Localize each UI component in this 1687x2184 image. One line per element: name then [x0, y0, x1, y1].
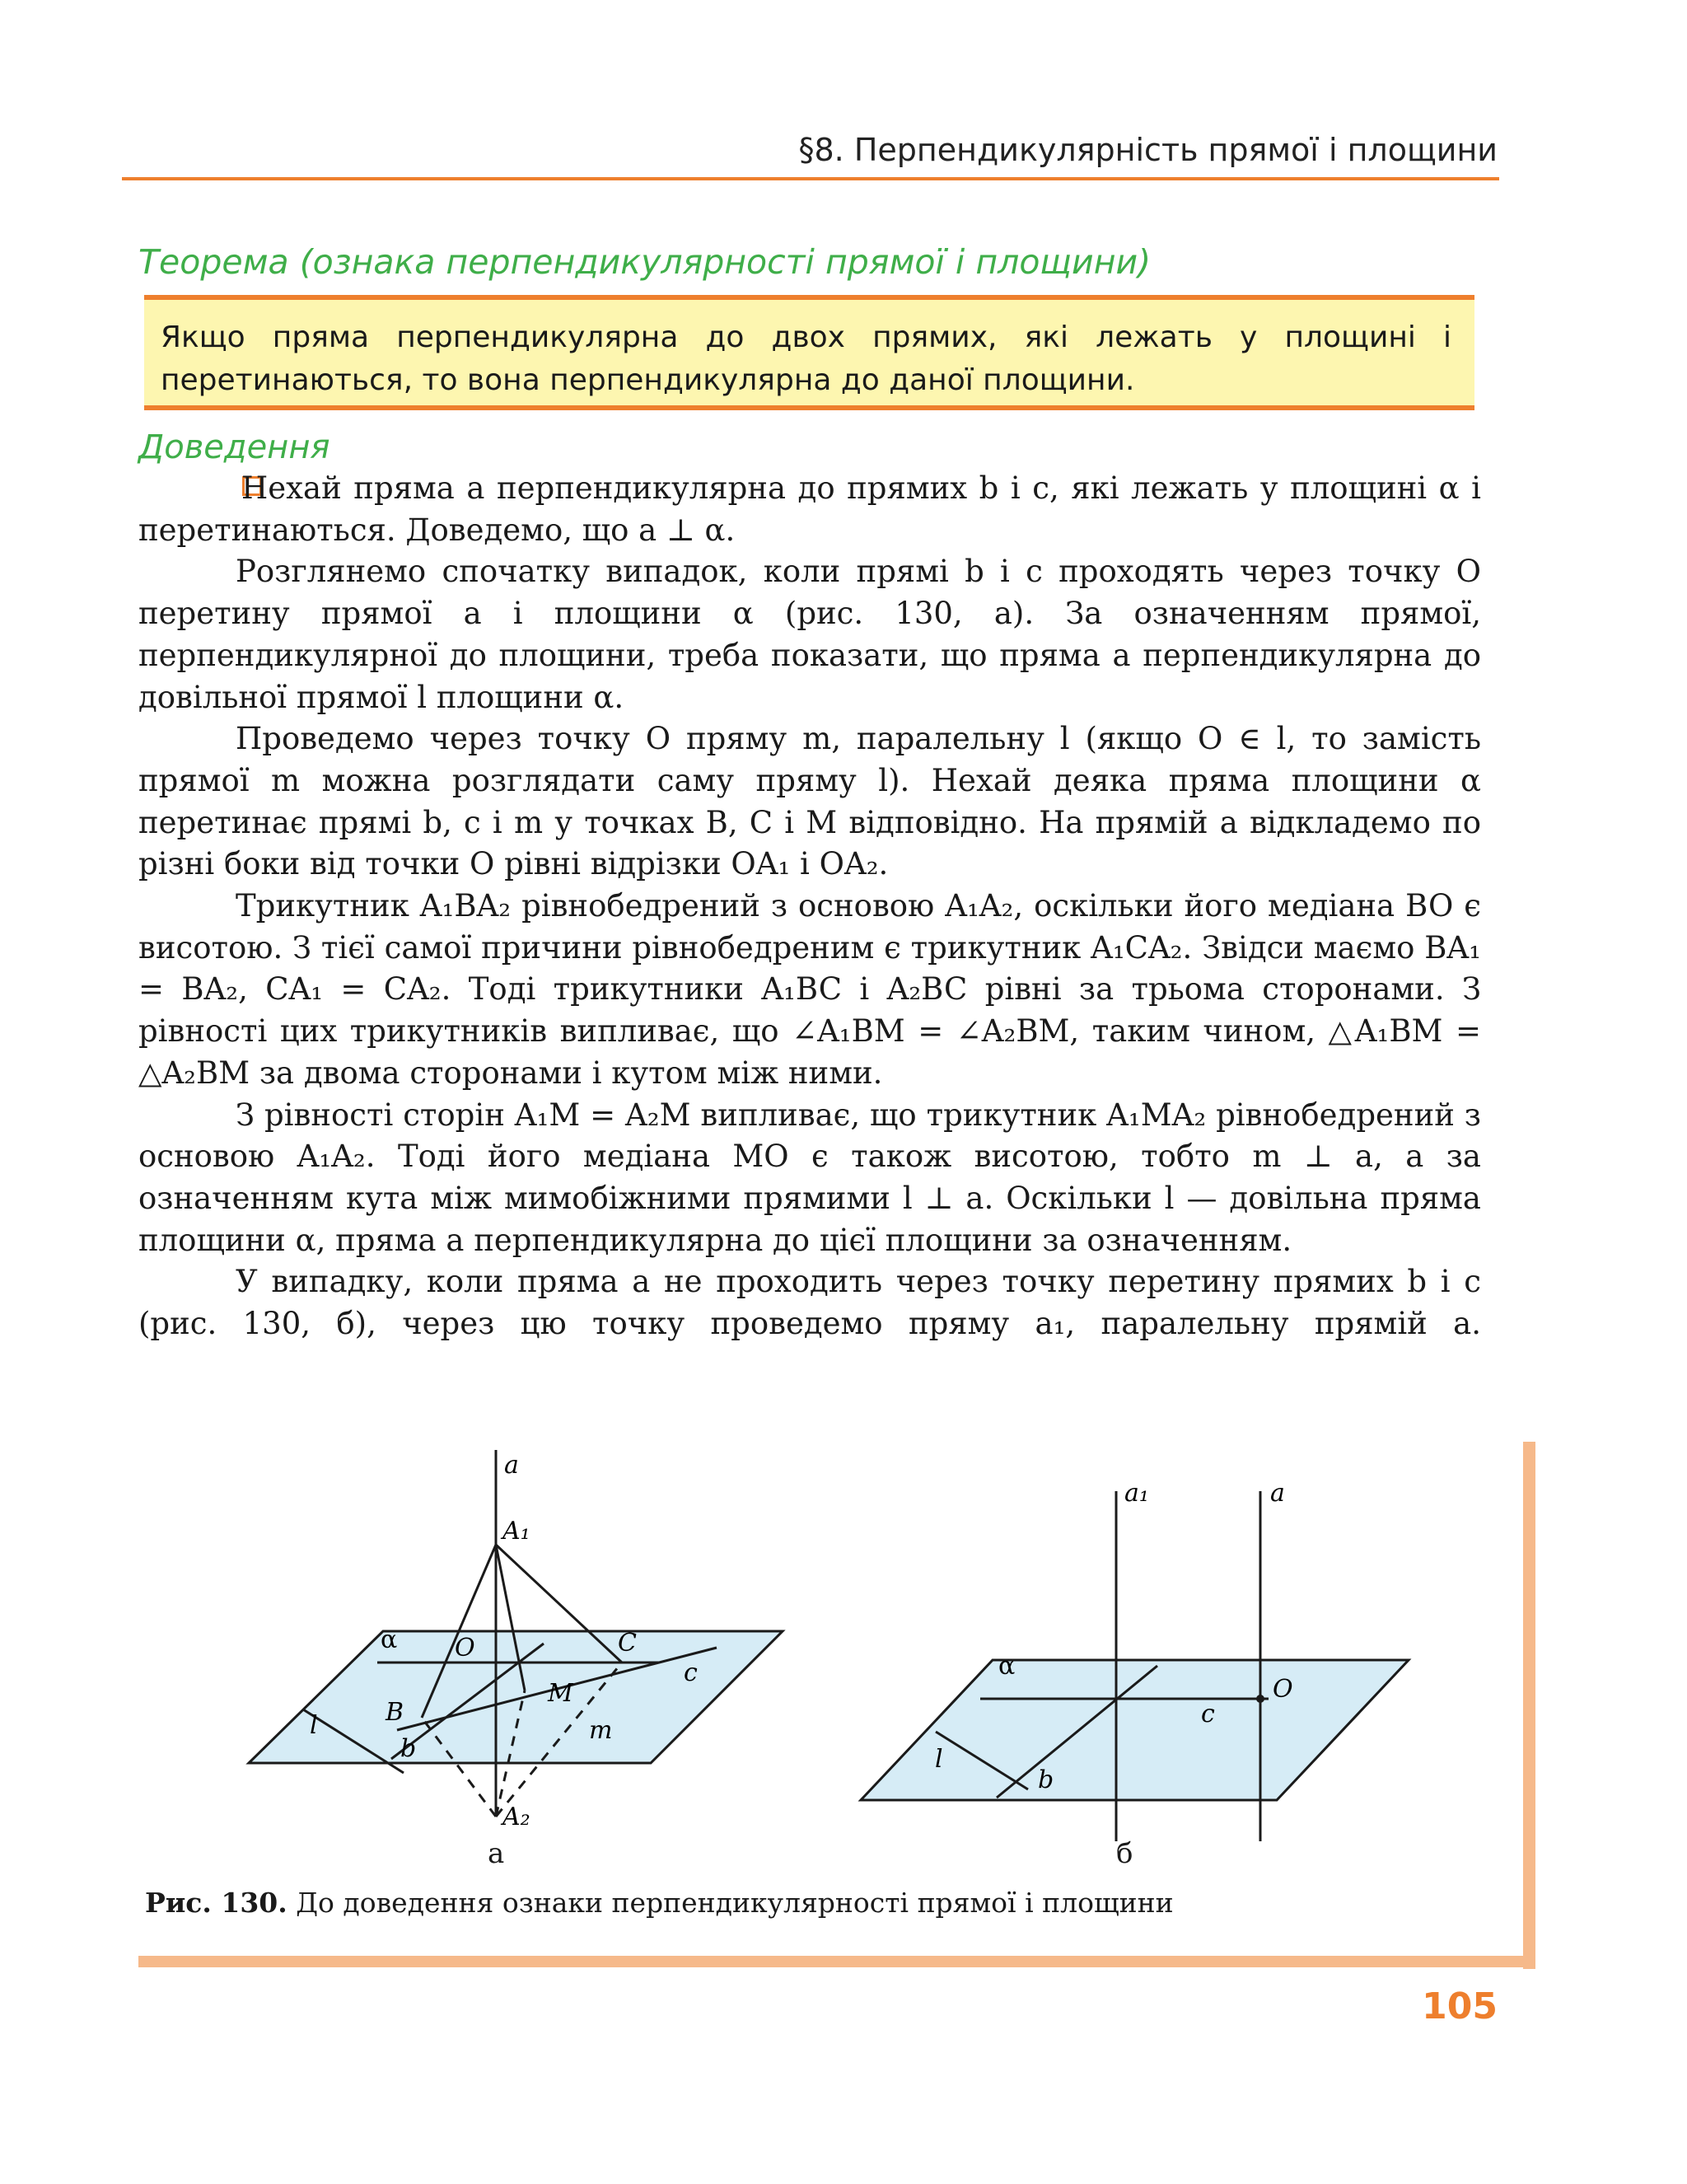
figure-caption-text: До доведення ознаки перпендикулярності прямої і площини — [287, 1887, 1174, 1919]
label-B: B — [386, 1698, 404, 1727]
label-a1: a₁ — [1124, 1483, 1149, 1508]
label-O: O — [455, 1634, 475, 1663]
theorem-box: Якщо пряма перпендикулярна до двох прямих, які лежать у площині і перетинаються, то вона перпендикулярна до даної площини. — [144, 295, 1474, 410]
proof-paragraph-1: Нехай пряма a перпендикулярна до прямих b і c, які лежать у площині α і перетинаються. Доведемо, що a ⊥ α. — [138, 470, 1481, 548]
label-b: b — [400, 1734, 417, 1763]
plane-alpha-right — [861, 1660, 1409, 1800]
label-alpha-right: α — [998, 1652, 1016, 1681]
label-a: a — [504, 1451, 519, 1480]
figure-label-a: а — [488, 1837, 505, 1870]
proof-paragraph-6: У випадку, коли пряма a не проходить через точку перетину прямих b і c (рис. 130, б), через цю точку проведемо пряму a₁, паралельну прямій a. — [138, 1264, 1481, 1342]
label-c: c — [684, 1658, 698, 1687]
label-c-right: c — [1201, 1700, 1215, 1728]
label-A2: A₂ — [502, 1803, 530, 1831]
label-l: l — [310, 1711, 318, 1740]
proof-title: Доведення — [138, 428, 330, 466]
label-m: m — [589, 1716, 613, 1745]
figure-caption-number: Рис. 130. — [145, 1887, 287, 1919]
label-a-right: a — [1270, 1483, 1285, 1508]
proof-paragraph-5: З рівності сторін A₁M = A₂M випливає, що трикутник A₁MA₂ рівнобедрений з основою A₁A₂. Тоді його медіана MO є також висотою, тобто m ⊥ a, а за означенням кута між мимобіжними прямими l ⊥ a. Оскільки l — довільна пряма площини α, пряма a перпендикулярна до цієї площини за означенням. — [138, 1097, 1481, 1258]
label-O-right: O — [1273, 1675, 1293, 1704]
proof-paragraph-3: Проведемо через точку O пряму m, паралельну l (якщо O ∈ l, то замість прямої m можна розглядати саму пряму l). Нехай деяка пряма площини α перетинає прямі b, c і m у точках B, C і M відповідно. На прямій a відкладемо по різні боки від точки O рівні відрізки OA₁ і OA₂. — [138, 721, 1481, 882]
label-A1: A₁ — [502, 1517, 530, 1546]
section-header: §8. Перпендикулярність прямої і площини — [798, 132, 1498, 168]
label-b-right: b — [1038, 1765, 1054, 1794]
figure-border-right — [1523, 1442, 1535, 1969]
label-C: C — [618, 1629, 637, 1658]
theorem-title: Теорема (ознака перпендикулярності прямої і площини) — [138, 242, 1152, 282]
label-alpha: α — [381, 1625, 398, 1654]
figure-130-a — [239, 1450, 799, 1845]
proof-paragraph-4: Трикутник A₁BA₂ рівнобедрений з основою A₁A₂, оскільки його медіана BO є висотою. З тієї самої причини рівнобедреним є трикутник A₁CA₂. Звідси маємо BA₁ = BA₂, CA₁ = CA₂. Тоді трикутники A₁BC і A₂BC рівні за трьома сторонами. З рівності цих трикутників випливає, що ∠A₁BM = ∠A₂BM, таким чином, △A₁BM = △A₂BM за двома сторонами і кутом між ними. — [138, 888, 1481, 1091]
figure-border-bottom — [138, 1956, 1535, 1967]
figure-130-b — [848, 1483, 1425, 1845]
label-l-right: l — [935, 1745, 943, 1774]
proof-text — [138, 468, 1481, 1345]
proof-paragraph-2: Розглянемо спочатку випадок, коли прямі b і c проходять через точку O перетину прямої a і площини α (рис. 130, а). За означенням прямої, перпендикулярної до площини, треба показати, що пряма a перпендикулярна до довільної прямої l площини α. — [138, 554, 1481, 715]
header-rule — [122, 177, 1499, 180]
figure-label-b: б — [1116, 1837, 1133, 1870]
page-number: 105 — [1422, 1985, 1498, 2027]
label-M: M — [548, 1679, 573, 1708]
figure-caption — [145, 1887, 1174, 1919]
point-O-right — [1256, 1695, 1264, 1703]
